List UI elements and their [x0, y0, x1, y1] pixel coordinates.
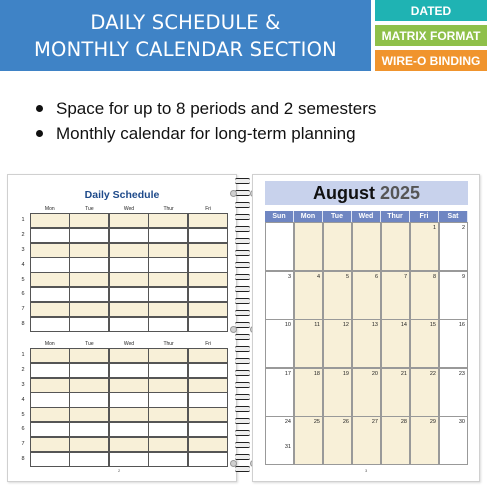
- day-label: Thur: [163, 341, 174, 347]
- punch-hole: [230, 190, 237, 197]
- period-number: 4: [21, 261, 25, 268]
- schedule-day-header: [30, 205, 228, 213]
- calendar-day: [439, 271, 469, 320]
- binding-ring: [235, 466, 250, 472]
- binding-ring: [235, 202, 250, 208]
- day-label: Fri: [205, 341, 212, 347]
- day-label: Mon: [44, 206, 55, 212]
- schedule-cell: [109, 272, 149, 287]
- calendar-week: [265, 222, 468, 271]
- period-number: 2: [21, 367, 25, 374]
- punch-hole: [230, 326, 237, 333]
- calendar-day: [381, 368, 411, 417]
- schedule-cell: [148, 437, 188, 452]
- schedule-cell: [188, 407, 228, 422]
- schedule-cell: [30, 228, 70, 243]
- day-label: Thur: [163, 206, 174, 212]
- calendar-day: [294, 319, 324, 368]
- feature-item: [36, 121, 376, 146]
- day-number: 7: [403, 273, 407, 280]
- schedule-cell: [30, 363, 70, 378]
- period-row: [16, 228, 228, 243]
- schedule-cell: [148, 363, 188, 378]
- schedule-cell: [148, 287, 188, 302]
- day-number: 6: [374, 273, 378, 280]
- schedule-cell: [109, 407, 149, 422]
- calendar-week: [265, 319, 468, 368]
- day-number: 18: [313, 370, 320, 377]
- calendar-week: [265, 271, 468, 320]
- day-number: 17: [284, 370, 291, 377]
- day-number: 9: [461, 273, 465, 280]
- day-number: 15: [429, 322, 436, 328]
- period-number: 7: [21, 306, 25, 313]
- calendar-day: [265, 368, 295, 417]
- schedule-cell: [188, 378, 228, 393]
- binding-ring: [235, 238, 250, 244]
- day-number: 23: [458, 370, 465, 377]
- period-number: 1: [21, 217, 25, 224]
- schedule-cell: [109, 317, 149, 332]
- period-row: [16, 317, 228, 332]
- binding-ring: [235, 214, 250, 220]
- day-number: 5: [345, 273, 349, 280]
- calendar-day: [294, 271, 324, 320]
- binding-ring: [235, 310, 250, 316]
- day-number: 28: [400, 419, 407, 425]
- period-row: [16, 302, 228, 317]
- period-number: 3: [21, 246, 25, 253]
- weekday-header: [265, 211, 468, 222]
- period-number: 8: [21, 320, 25, 327]
- calendar-day: [381, 319, 411, 368]
- calendar-day: [410, 222, 440, 271]
- schedule-cell: [188, 317, 228, 332]
- period-row: [16, 437, 228, 452]
- binding-ring: [235, 190, 250, 196]
- period-row: [16, 243, 228, 258]
- calendar-day: [381, 416, 411, 465]
- schedule-cell: [69, 452, 109, 467]
- schedule-cell: [109, 378, 149, 393]
- schedule-cell: [188, 213, 228, 228]
- calendar-day: [265, 222, 295, 271]
- weekday-label: Tue: [323, 211, 352, 222]
- calendar-day: [323, 271, 353, 320]
- schedule-cell: [109, 452, 149, 467]
- binding-ring: [235, 454, 250, 460]
- calendar-day: [439, 319, 469, 368]
- calendar-week: [265, 368, 468, 417]
- day-number: 20: [371, 370, 378, 377]
- weekday-label: Thur: [381, 211, 410, 222]
- binding-ring: [235, 346, 250, 352]
- binding-ring: [235, 418, 250, 424]
- schedule-cell: [148, 243, 188, 258]
- binding-ring: [235, 358, 250, 364]
- schedule-cell: [69, 302, 109, 317]
- schedule-cell: [109, 287, 149, 302]
- banner-title-line-1: DAILY SCHEDULE &: [90, 10, 281, 34]
- weekday-label: Sat: [439, 211, 468, 222]
- period-row: [16, 257, 228, 272]
- schedule-cell: [148, 407, 188, 422]
- period-number: 1: [21, 352, 25, 359]
- period-number: 6: [21, 426, 25, 433]
- schedule-cell: [30, 437, 70, 452]
- calendar-week: [265, 416, 468, 465]
- bullet-icon: [36, 105, 43, 112]
- period-number: 5: [21, 411, 25, 418]
- day-number: 12: [342, 322, 349, 328]
- binding-ring: [235, 442, 250, 448]
- period-row: [16, 407, 228, 422]
- period-number: 3: [21, 381, 25, 388]
- calendar-day: [265, 416, 295, 465]
- calendar-day: [265, 319, 295, 368]
- day-number: 30: [458, 419, 465, 425]
- period-row: [16, 452, 228, 467]
- schedule-cell: [30, 317, 70, 332]
- day-number: 21: [400, 370, 407, 377]
- day-number: 31: [284, 444, 291, 450]
- period-row: [16, 272, 228, 287]
- wire-o-binding: [234, 178, 252, 480]
- schedule-cell: [188, 392, 228, 407]
- schedule-cell: [188, 228, 228, 243]
- punch-hole: [230, 460, 237, 467]
- day-label: Tue: [85, 341, 94, 347]
- calendar-day: [410, 416, 440, 465]
- day-number: 14: [400, 322, 407, 328]
- schedule-cell: [69, 392, 109, 407]
- schedule-cell: [188, 348, 228, 363]
- schedule-cell: [109, 213, 149, 228]
- schedule-cell: [148, 257, 188, 272]
- month-name: August: [312, 182, 375, 203]
- day-number: 11: [314, 322, 320, 328]
- calendar-day: [323, 368, 353, 417]
- schedule-cell: [188, 302, 228, 317]
- feature-list: [36, 96, 376, 146]
- schedule-cell: [30, 257, 70, 272]
- calendar-day: [265, 271, 295, 320]
- period-row: [16, 363, 228, 378]
- schedule-cell: [69, 348, 109, 363]
- schedule-cell: [188, 272, 228, 287]
- calendar-day: [410, 319, 440, 368]
- schedule-cell: [109, 363, 149, 378]
- period-number: 2: [21, 232, 25, 239]
- page-number: 2: [118, 468, 121, 473]
- binding-ring: [235, 382, 250, 388]
- schedule-cell: [30, 243, 70, 258]
- day-number: 2: [461, 225, 465, 231]
- binding-ring: [235, 298, 250, 304]
- calendar-day: [352, 222, 382, 271]
- day-number: 13: [371, 322, 378, 328]
- month-title-bar: [265, 181, 468, 205]
- day-label: Wed: [123, 341, 135, 347]
- daily-schedule-page: [7, 174, 237, 482]
- schedule-cell: [69, 407, 109, 422]
- schedule-cell: [69, 272, 109, 287]
- schedule-grid-semester-2: [16, 340, 228, 466]
- schedule-cell: [109, 228, 149, 243]
- schedule-cell: [109, 257, 149, 272]
- day-number: 19: [342, 370, 349, 377]
- binding-ring: [235, 226, 250, 232]
- monthly-calendar-page: [252, 174, 480, 482]
- day-label: Fri: [205, 206, 212, 212]
- day-number: 22: [429, 370, 436, 377]
- schedule-cell: [30, 213, 70, 228]
- schedule-cell: [30, 407, 70, 422]
- period-row: [16, 213, 228, 228]
- schedule-day-header: [30, 340, 228, 348]
- day-label: Wed: [123, 206, 135, 212]
- schedule-cell: [109, 348, 149, 363]
- calendar-grid: [265, 222, 468, 465]
- header-banner: [0, 0, 371, 71]
- schedule-cell: [188, 422, 228, 437]
- schedule-cell: [30, 422, 70, 437]
- day-number: 29: [429, 419, 436, 425]
- feature-text: Monthly calendar for long-term planning: [56, 123, 356, 143]
- schedule-cell: [30, 272, 70, 287]
- schedule-cell: [148, 452, 188, 467]
- schedule-cell: [69, 213, 109, 228]
- schedule-cell: [69, 257, 109, 272]
- schedule-grid-semester-1: [16, 205, 228, 331]
- schedule-cell: [69, 363, 109, 378]
- schedule-cell: [30, 452, 70, 467]
- period-number: 4: [21, 396, 25, 403]
- schedule-cell: [69, 422, 109, 437]
- feature-text: Space for up to 8 periods and 2 semesters: [56, 98, 377, 118]
- calendar-day: [323, 222, 353, 271]
- calendar-day: [323, 416, 353, 465]
- binding-ring: [235, 430, 250, 436]
- calendar-day: [439, 222, 469, 271]
- binding-ring: [235, 334, 250, 340]
- day-number: 3: [287, 273, 291, 280]
- binding-ring: [235, 406, 250, 412]
- bullet-icon: [36, 130, 43, 137]
- calendar-day: [352, 368, 382, 417]
- binding-ring: [235, 262, 250, 268]
- page-number: 3: [365, 468, 368, 473]
- schedule-cell: [69, 378, 109, 393]
- calendar-day: [294, 222, 324, 271]
- schedule-cell: [188, 437, 228, 452]
- day-number: 8: [432, 273, 436, 280]
- calendar-day: [439, 368, 469, 417]
- schedule-cell: [148, 302, 188, 317]
- schedule-cell: [148, 392, 188, 407]
- schedule-cell: [109, 422, 149, 437]
- schedule-cell: [69, 243, 109, 258]
- schedule-cell: [148, 378, 188, 393]
- period-row: [16, 348, 228, 363]
- period-row: [16, 422, 228, 437]
- calendar-day: [352, 271, 382, 320]
- day-label: Mon: [44, 341, 55, 347]
- weekday-label: Mon: [294, 211, 323, 222]
- day-number: 27: [371, 419, 378, 425]
- calendar-day: [381, 222, 411, 271]
- period-row: [16, 378, 228, 393]
- year: 2025: [379, 182, 421, 203]
- period-number: 7: [21, 441, 25, 448]
- calendar-day: [439, 416, 469, 465]
- weekday-label: Sun: [265, 211, 294, 222]
- calendar-day: [352, 319, 382, 368]
- day-number: 10: [284, 322, 291, 328]
- tag-wire-o-binding: WIRE-O BINDING: [375, 50, 487, 71]
- schedule-cell: [188, 363, 228, 378]
- schedule-cell: [148, 272, 188, 287]
- binding-ring: [235, 250, 250, 256]
- day-number: 16: [458, 322, 465, 328]
- schedule-cell: [30, 392, 70, 407]
- schedule-cell: [30, 287, 70, 302]
- binding-ring: [235, 178, 250, 184]
- day-number: 4: [316, 273, 320, 280]
- calendar-day: [323, 319, 353, 368]
- schedule-cell: [109, 437, 149, 452]
- schedule-cell: [109, 243, 149, 258]
- period-number: 5: [21, 276, 25, 283]
- calendar-day: [352, 416, 382, 465]
- binding-ring: [235, 274, 250, 280]
- schedule-cell: [148, 317, 188, 332]
- schedule-cell: [188, 287, 228, 302]
- calendar-day: [410, 368, 440, 417]
- period-row: [16, 287, 228, 302]
- binding-ring: [235, 394, 250, 400]
- day-label: Tue: [85, 206, 94, 212]
- day-number: 26: [342, 419, 349, 425]
- binding-ring: [235, 286, 250, 292]
- schedule-cell: [69, 228, 109, 243]
- schedule-cell: [109, 302, 149, 317]
- weekday-label: Fri: [410, 211, 439, 222]
- schedule-cell: [188, 243, 228, 258]
- schedule-cell: [148, 348, 188, 363]
- schedule-cell: [148, 422, 188, 437]
- day-number: 25: [313, 419, 320, 425]
- calendar-day: [294, 416, 324, 465]
- calendar-day: [294, 368, 324, 417]
- period-number: 8: [21, 455, 25, 462]
- banner-title-line-2: MONTHLY CALENDAR SECTION: [34, 37, 337, 61]
- calendar-day: [410, 271, 440, 320]
- schedule-cell: [69, 437, 109, 452]
- schedule-cell: [188, 257, 228, 272]
- schedule-cell: [69, 287, 109, 302]
- binding-ring: [235, 322, 250, 328]
- calendar-day: [381, 271, 411, 320]
- tag-dated: DATED: [375, 0, 487, 21]
- binding-ring: [235, 370, 250, 376]
- feature-item: [36, 96, 376, 121]
- period-number: 6: [21, 291, 25, 298]
- day-number: 24: [284, 419, 291, 425]
- schedule-cell: [188, 452, 228, 467]
- schedule-cell: [30, 378, 70, 393]
- schedule-cell: [30, 348, 70, 363]
- tag-matrix-format: MATRIX FORMAT: [375, 25, 487, 46]
- period-row: [16, 392, 228, 407]
- schedule-cell: [148, 213, 188, 228]
- weekday-label: Wed: [352, 211, 381, 222]
- schedule-cell: [109, 392, 149, 407]
- daily-schedule-title: Daily Schedule: [84, 189, 160, 201]
- day-number: 1: [432, 225, 436, 231]
- planner-spread: [0, 172, 487, 488]
- schedule-cell: [69, 317, 109, 332]
- schedule-cell: [30, 302, 70, 317]
- schedule-cell: [148, 228, 188, 243]
